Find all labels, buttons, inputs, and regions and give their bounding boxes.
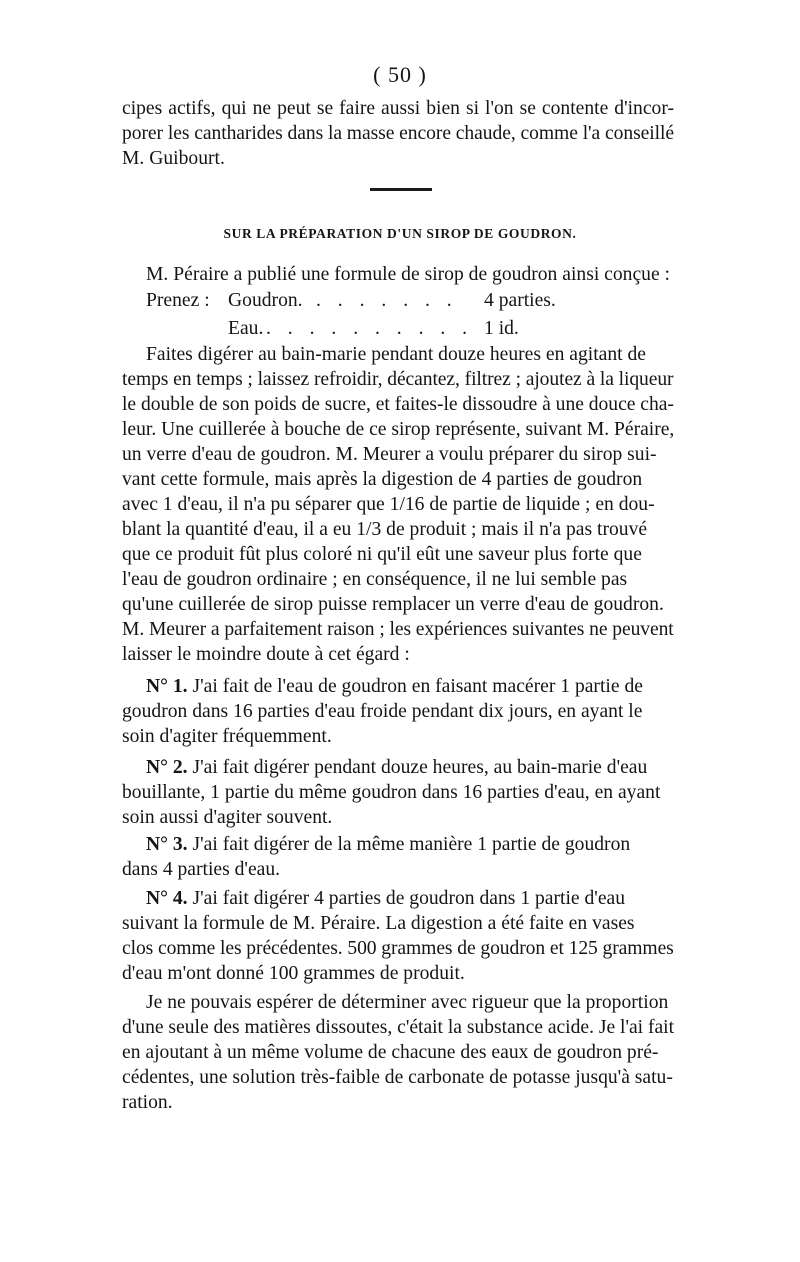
paragraph-line: leur. Une cuillerée à bouche de ce sirop représente, suivant M. Péraire, [122,419,675,440]
lead-line: M. Péraire a publié une formule de sirop de goudron ainsi conçue : [146,264,670,285]
section-divider [370,188,432,191]
paragraph-line: J'ai fait digérer de la même manière 1 partie de goudron [192,834,631,855]
paragraph-line: blant la quantité d'eau, il a eu 1/3 de produit ; mais il n'a pas trouvé [122,519,648,540]
intro-line: cipes actifs, qui ne peut se faire aussi bien si l'on se contente d'incor- [122,98,674,119]
paragraph-line: d'une seule des matières dissoutes, c'était la substance acide. Je l'ai fait [122,1017,675,1038]
experiment-2 [122,755,674,830]
paragraph-line: le double de son poids de sucre, et faites-le dissoudre à une douce cha- [122,394,674,415]
recipe-ingredient: Eau. [228,318,264,339]
recipe-label: Prenez : [146,290,210,311]
main-paragraph [122,342,674,667]
intro-paragraph [122,96,674,171]
paragraph-line: soin d'agiter fréquemment. [122,726,332,747]
recipe-block [0,288,800,348]
paragraph-line: cédentes, une solution très-faible de carbonate de potasse jusqu'à satu- [122,1067,673,1088]
recipe-leader-dots: . . . . . . . . . . [266,318,474,339]
paragraph-line: qu'une cuillerée de sirop puisse remplacer un verre d'eau de goudron. [122,594,664,615]
experiment-1 [122,674,674,749]
paragraph-line: temps en temps ; laissez refroidir, décantez, filtrez ; ajoutez à la liqueur [122,369,674,390]
section-heading: SUR LA PRÉPARATION D'UN SIROP DE GOUDRON. [223,226,577,241]
paragraph-line: clos comme les précédentes. 500 grammes de goudron et 125 grammes [122,938,674,959]
paragraph-line: un verre d'eau de goudron. M. Meurer a voulu préparer du sirop sui- [122,444,657,465]
recipe-leader-dots: . . . . . . . [316,290,458,311]
page-number: ( 50 ) [373,62,427,87]
paragraph-line: J'ai fait digérer 4 parties de goudron dans 1 partie d'eau [192,888,626,909]
paragraph-line: l'eau de goudron ordinaire ; en conséquence, il ne lui semble pas [122,569,628,590]
experiment-number: N° 1. [146,676,188,697]
paragraph-line: d'eau m'ont donné 100 grammes de produit. [122,963,465,984]
paragraph-line: J'ai fait digérer pendant douze heures, au bain-marie d'eau [192,757,648,778]
paragraph-line: Faites digérer au bain-marie pendant douze heures en agitant de [146,344,646,365]
paragraph-line: M. Meurer a parfaitement raison ; les expériences suivantes ne peuvent [122,619,674,640]
paragraph-line: dans 4 parties d'eau. [122,859,281,880]
paragraph-line: goudron dans 16 parties d'eau froide pendant dix jours, en ayant le [122,701,643,722]
paragraph-line: Je ne pouvais espérer de déterminer avec rigueur que la proportion [146,992,669,1013]
paragraph-line: ration. [122,1092,173,1113]
experiment-number: N° 3. [146,834,188,855]
paragraph-line: que ce produit fût plus coloré ni qu'il eût une saveur plus forte que [122,544,642,565]
paragraph-line: avec 1 d'eau, il n'a pu séparer que 1/16 de partie de liquide ; en dou- [122,494,655,515]
closing-paragraph [122,990,674,1115]
paragraph-line: vant cette formule, mais après la digestion de 4 parties de goudron [122,469,643,490]
paragraph-line: suivant la formule de M. Péraire. La digestion a été faite en vases [122,913,635,934]
paragraph-line: en ajoutant à un même volume de chacune des eaux de goudron pré- [122,1042,659,1063]
recipe-quantity: 4 parties. [484,290,556,311]
lead-paragraph [146,262,674,287]
paragraph-line: bouillante, 1 partie du même goudron dans 16 parties d'eau, en ayant [122,782,661,803]
recipe-ingredient: Goudron. [228,290,303,311]
recipe-quantity: 1 id. [484,318,519,339]
experiment-number: N° 4. [146,888,188,909]
paragraph-line: laisser le moindre doute à cet égard : [122,644,410,665]
paragraph-line: soin aussi d'agiter souvent. [122,807,333,828]
experiment-3 [122,832,674,882]
intro-line: porer les cantharides dans la masse encore chaude, comme l'a conseillé [122,123,674,144]
intro-line: M. Guibourt. [122,148,225,169]
experiment-number: N° 2. [146,757,188,778]
paragraph-line: J'ai fait de l'eau de goudron en faisant macérer 1 partie de [192,676,643,697]
experiment-4 [122,886,674,986]
